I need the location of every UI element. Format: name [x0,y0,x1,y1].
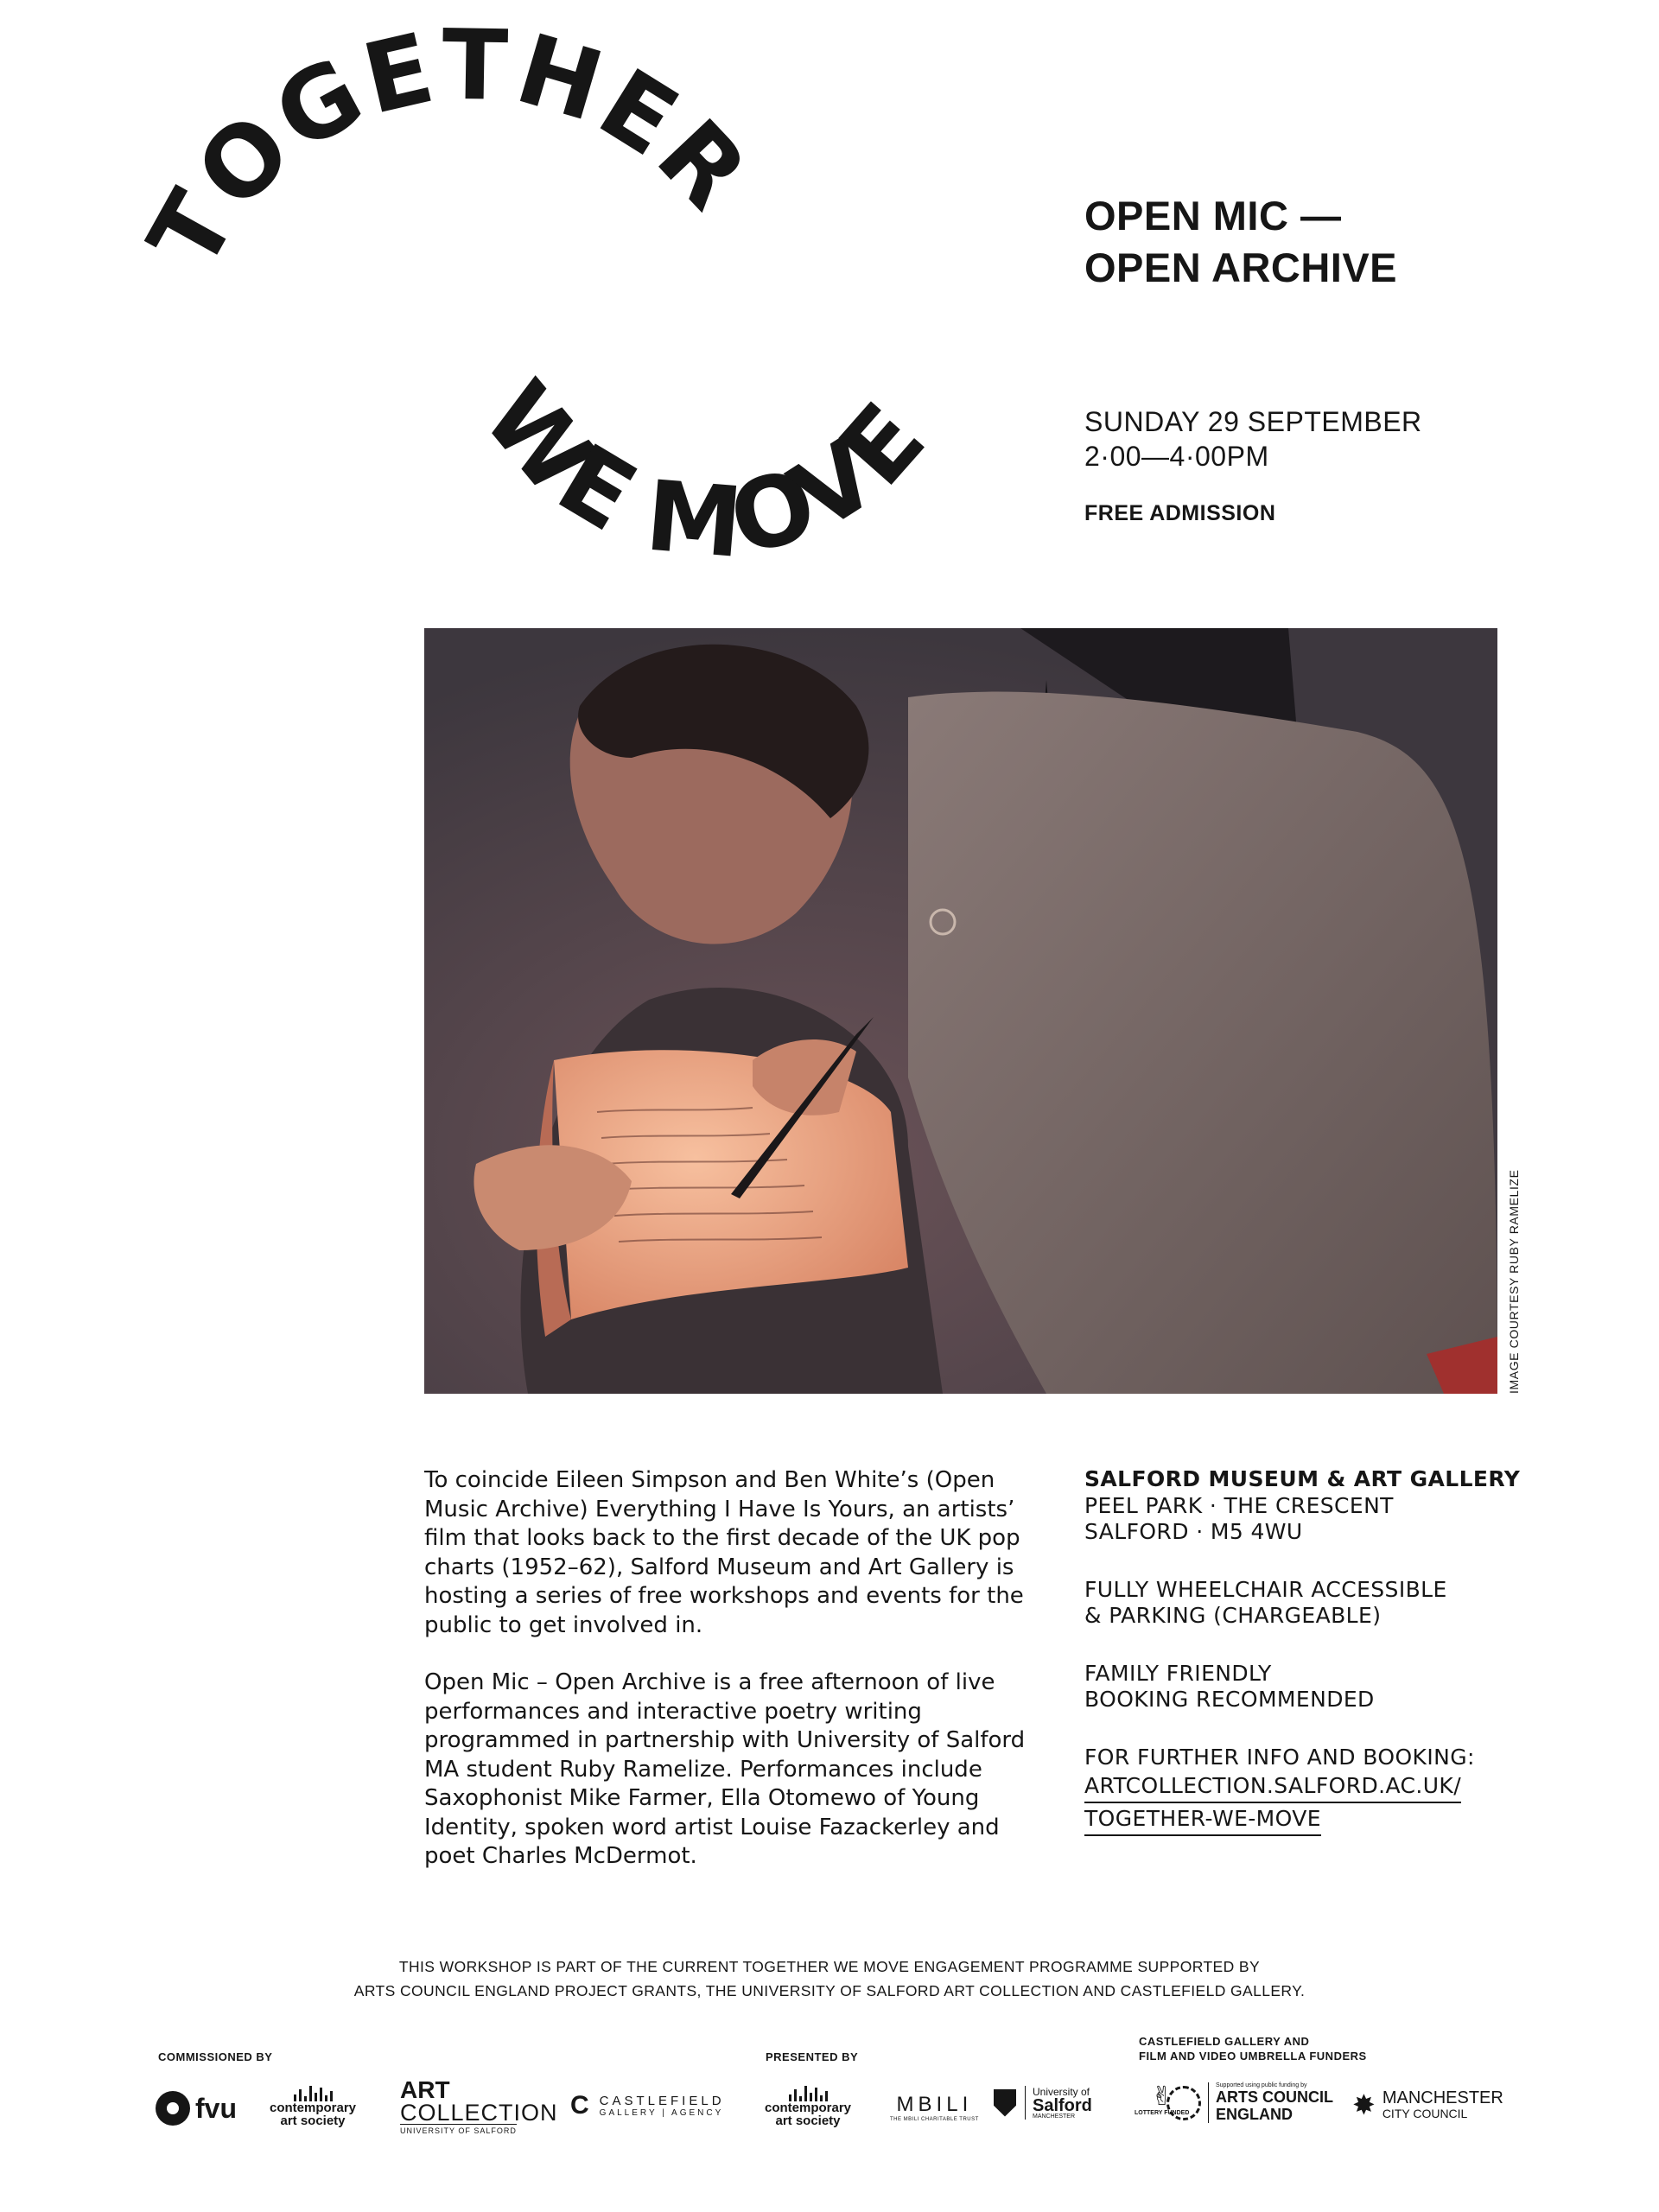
presented-by-label: PRESENTED BY [766,2050,859,2063]
access-line1: FULLY WHEELCHAIR ACCESSIBLE [1084,1576,1447,1602]
cas-line2: art society [280,2113,346,2128]
contemporary-art-society-logo [270,2084,356,2127]
sound-bars-icon-2 [789,2084,828,2101]
event-description [424,1466,1029,1900]
contemporary-art-society-logo-2 [765,2084,851,2127]
event-datetime [1084,404,1603,474]
sound-bars-icon [294,2084,333,2101]
venue-address-line2: SALFORD · M5 4WU [1084,1519,1303,1544]
university-of-salford-logo [994,2086,1092,2120]
cas2-line2: art society [775,2113,841,2128]
event-time: 2·00—4·00PM [1084,441,1269,472]
ace-small-text: Supported using public funding by [1216,2082,1307,2088]
lottery-crossed-fingers-icon: ✌ [1151,2082,1173,2111]
arts-council-england-logo [1166,2082,1333,2123]
event-date: SUNDAY 29 SEPTEMBER [1084,406,1422,437]
fvu-logo-text: fvu [195,2092,237,2124]
title-line-together: TOGETHER [127,9,771,288]
funders-label-line1: CASTLEFIELD GALLERY AND [1139,2035,1310,2048]
manchester-crest-icon: ✸ [1352,2089,1376,2120]
info-heading: FOR FURTHER INFO AND BOOKING: [1084,1744,1475,1770]
university-shield-icon [994,2089,1016,2117]
cas2-line1: contemporary [765,2101,852,2115]
venue-address-line1: PEEL PARK · THE CRESCENT [1084,1492,1394,1518]
booking-link-line2[interactable]: TOGETHER-WE-MOVE [1084,1803,1321,1836]
fvu-disc-icon [156,2091,190,2126]
title-line-we-move: WE MOVE [461,361,948,581]
funders-label-line2: FILM AND VIDEO UMBRELLA FUNDERS [1139,2050,1367,2063]
event-title-line2: OPEN ARCHIVE [1084,245,1398,290]
footer-note [0,1955,1659,2003]
family-friendly: FAMILY FRIENDLY [1084,1660,1272,1686]
footer-note-line1: THIS WORKSHOP IS PART OF THE CURRENT TOGETHER WE MOVE ENGAGEMENT PROGRAMME SUPPORTED BY [398,1958,1261,1975]
castlefield-gallery-logo [570,2091,725,2120]
mbili-logo [890,2093,979,2122]
art-collection-line2: COLLECTION [400,2100,558,2126]
event-title-line1: OPEN MIC — [1084,193,1342,238]
venue-name: SALFORD MUSEUM & ART GALLERY [1084,1466,1521,1491]
event-photo [424,628,1497,1394]
castlefield-c-icon: C [570,2091,589,2120]
uos-line2: Salford [1033,2096,1092,2115]
castlefield-line1: CASTLEFIELD [599,2094,725,2108]
booking-link-line1[interactable]: ARTCOLLECTION.SALFORD.AC.UK/ [1084,1770,1461,1803]
manchester-city-council-logo [1352,2089,1503,2120]
uos-line3: MANCHESTER [1033,2113,1076,2120]
lottery-text: LOTTERY FUNDED [1135,2110,1190,2116]
funders-label [1139,2034,1367,2063]
fvu-logo [156,2091,237,2126]
art-collection-line3: UNIVERSITY OF SALFORD [400,2124,517,2135]
description-paragraph-2: Open Mic – Open Archive is a free afternoon of live performances and interactive poetry writing programmed in partnership with University of Salford MA student Ruby Ramelize. Performances include Saxophonist Mike Farmer, Ella Otomewo of Young Identity, spoken word artist Louise Fazackerley and poet Charles McDermot. [424,1669,1026,1869]
mbili-text: MBILI [896,2093,973,2116]
booking-recommended: BOOKING RECOMMENDED [1084,1687,1375,1712]
event-title [1084,190,1603,294]
arts-council-ring-icon [1166,2086,1201,2120]
mcc-line1: MANCHESTER [1382,2088,1503,2107]
commissioned-by-label: COMMISSIONED BY [158,2050,273,2063]
access-line2: & PARKING (CHARGEABLE) [1084,1603,1382,1628]
uos-line1: University of [1033,2086,1090,2098]
mbili-subtext: THE MBILI CHARITABLE TRUST [890,2117,979,2122]
admission-label: FREE ADMISSION [1084,501,1276,525]
venue-info [1084,1466,1603,1836]
ace-line1: ARTS COUNCIL [1216,2088,1333,2106]
art-collection-logo [400,2076,558,2135]
footer-note-line2: ARTS COUNCIL ENGLAND PROJECT GRANTS, THE UNIVERSITY OF SALFORD ART COLLECTION AND CASTLEFIELD GALLERY. [353,1982,1306,1999]
poster-title [127,9,985,588]
cas-line1: contemporary [270,2101,357,2115]
castlefield-line2: GALLERY | AGENCY [599,2108,724,2118]
photo-credit: IMAGE COURTESY RUBY RAMELIZE [1507,1169,1521,1394]
ace-line2: ENGLAND [1216,2106,1293,2123]
description-paragraph-1: To coincide Eileen Simpson and Ben White’s (Open Music Archive) Everything I Have Is Yours, an artists’ film that looks back to the first decade of the UK pop charts (1952–62), Salford Museum and Art Gallery is hosting a series of free workshops and events for the public to get involved in. [424,1467,1024,1638]
art-collection-line1: ART [400,2076,450,2103]
mcc-line2: CITY COUNCIL [1382,2107,1468,2120]
